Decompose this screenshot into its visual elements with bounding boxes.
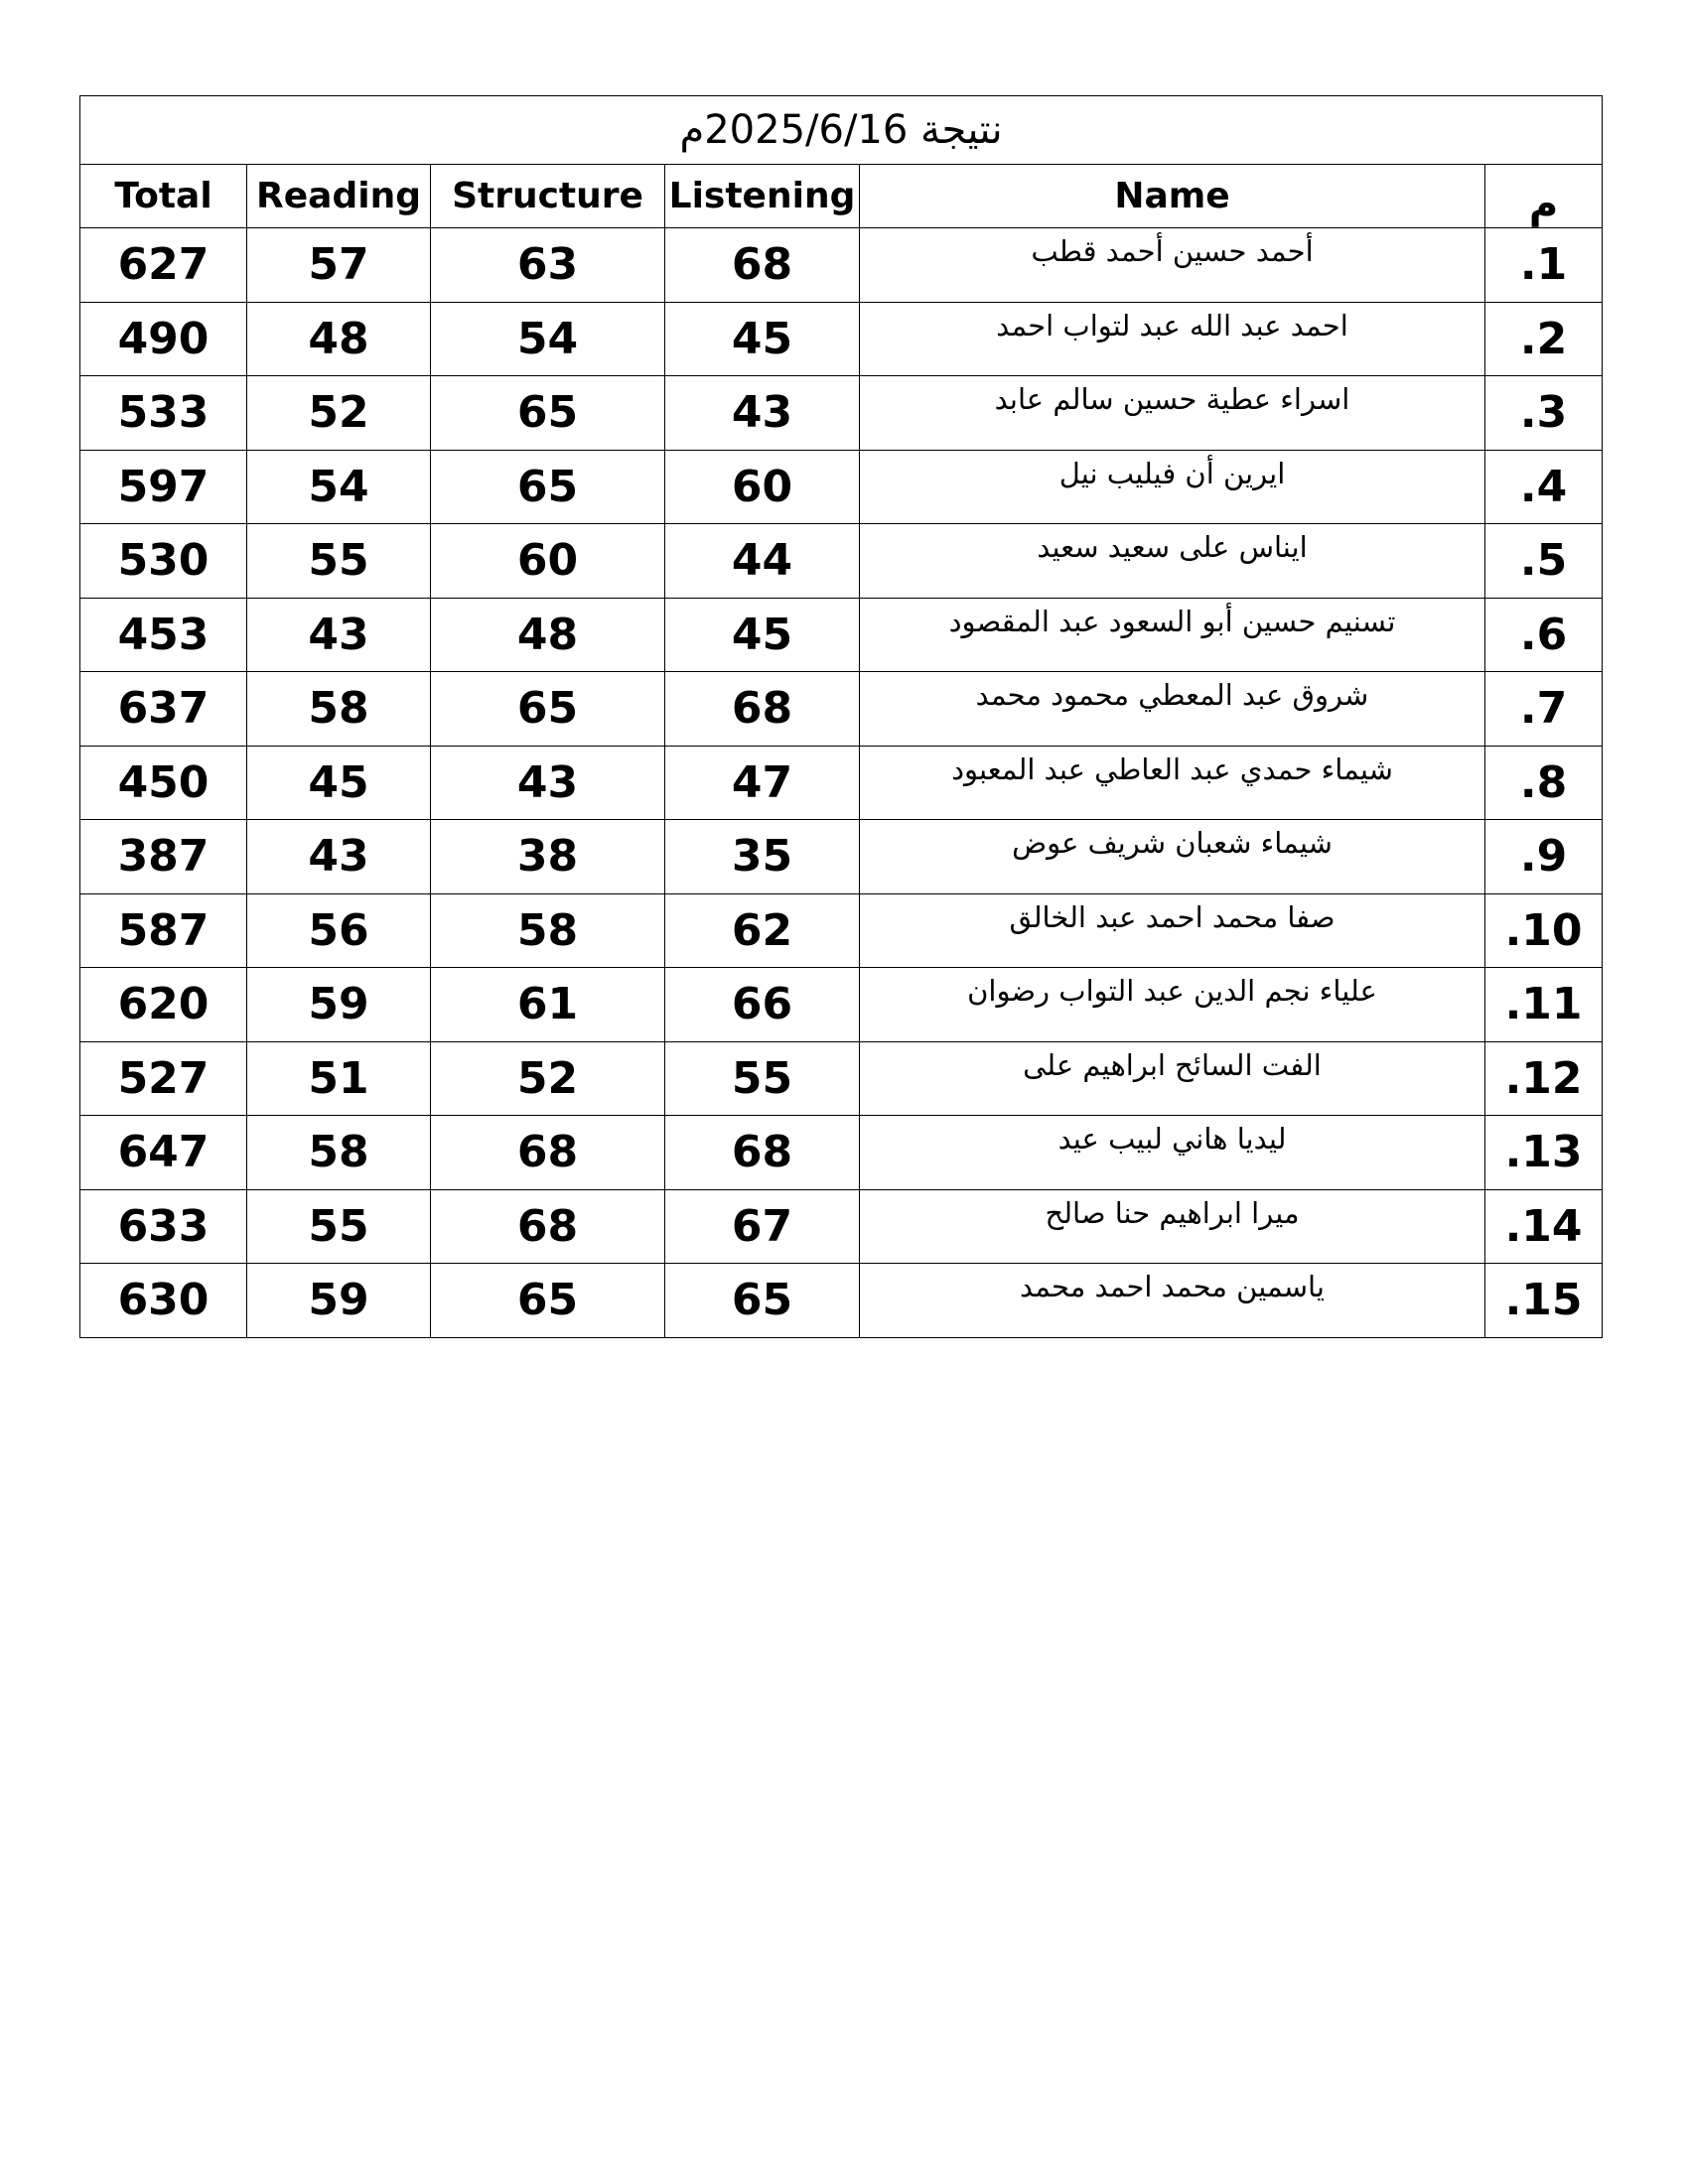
listening-cell: 68: [665, 228, 860, 303]
structure-cell: 61: [431, 968, 665, 1042]
total-cell: 637: [80, 672, 247, 747]
table-row: [80, 1041, 1603, 1116]
table-row: [80, 893, 1603, 968]
total-cell: 630: [80, 1264, 247, 1338]
header-listening: Listening: [665, 165, 860, 228]
index-cell: .7: [1485, 672, 1603, 747]
name-cell: ايرين أن فيليب نيل: [860, 450, 1485, 524]
listening-cell: 68: [665, 1116, 860, 1190]
header-row: [80, 165, 1603, 228]
table-row: [80, 376, 1603, 451]
name-cell: شيماء حمدي عبد العاطي عبد المعبود: [860, 746, 1485, 820]
index-cell: .3: [1485, 376, 1603, 451]
structure-cell: 65: [431, 376, 665, 451]
listening-cell: 45: [665, 302, 860, 376]
table-row: [80, 746, 1603, 820]
index-cell: .4: [1485, 450, 1603, 524]
header-name: Name: [860, 165, 1485, 228]
listening-cell: 66: [665, 968, 860, 1042]
structure-cell: 60: [431, 524, 665, 599]
table-row: [80, 598, 1603, 672]
reading-cell: 43: [247, 598, 431, 672]
header-structure: Structure: [431, 165, 665, 228]
structure-cell: 65: [431, 450, 665, 524]
index-cell: .8: [1485, 746, 1603, 820]
listening-cell: 43: [665, 376, 860, 451]
listening-cell: 47: [665, 746, 860, 820]
name-cell: ياسمين محمد احمد محمد: [860, 1264, 1485, 1338]
name-cell: ليديا هاني لبيب عيد: [860, 1116, 1485, 1190]
name-cell: ايناس على سعيد سعيد: [860, 524, 1485, 599]
listening-cell: 35: [665, 820, 860, 894]
reading-cell: 45: [247, 746, 431, 820]
index-cell: .12: [1485, 1041, 1603, 1116]
structure-cell: 54: [431, 302, 665, 376]
listening-cell: 65: [665, 1264, 860, 1338]
total-cell: 533: [80, 376, 247, 451]
total-cell: 620: [80, 968, 247, 1042]
header-total: Total: [80, 165, 247, 228]
table-row: [80, 968, 1603, 1042]
name-cell: تسنيم حسين أبو السعود عبد المقصود: [860, 598, 1485, 672]
name-cell: شروق عبد المعطي محمود محمد: [860, 672, 1485, 747]
listening-cell: 67: [665, 1189, 860, 1264]
structure-cell: 68: [431, 1116, 665, 1190]
total-cell: 597: [80, 450, 247, 524]
reading-cell: 55: [247, 524, 431, 599]
table-row: [80, 524, 1603, 599]
index-cell: .6: [1485, 598, 1603, 672]
reading-cell: 43: [247, 820, 431, 894]
structure-cell: 38: [431, 820, 665, 894]
total-cell: 527: [80, 1041, 247, 1116]
listening-cell: 62: [665, 893, 860, 968]
reading-cell: 58: [247, 1116, 431, 1190]
table-row: [80, 228, 1603, 303]
table-row: [80, 1116, 1603, 1190]
index-cell: .15: [1485, 1264, 1603, 1338]
reading-cell: 51: [247, 1041, 431, 1116]
listening-cell: 55: [665, 1041, 860, 1116]
results-table: [79, 95, 1603, 1338]
structure-cell: 48: [431, 598, 665, 672]
name-cell: الفت السائح ابراهيم على: [860, 1041, 1485, 1116]
header-index: م: [1485, 165, 1603, 228]
structure-cell: 43: [431, 746, 665, 820]
title-row: [80, 96, 1603, 165]
table-row: [80, 450, 1603, 524]
listening-cell: 68: [665, 672, 860, 747]
total-cell: 633: [80, 1189, 247, 1264]
reading-cell: 48: [247, 302, 431, 376]
table-row: [80, 820, 1603, 894]
total-cell: 387: [80, 820, 247, 894]
reading-cell: 55: [247, 1189, 431, 1264]
structure-cell: 58: [431, 893, 665, 968]
table-row: [80, 1189, 1603, 1264]
total-cell: 530: [80, 524, 247, 599]
name-cell: صفا محمد احمد عبد الخالق: [860, 893, 1485, 968]
page-title: نتيجة 2025/6/16م: [80, 96, 1603, 165]
total-cell: 453: [80, 598, 247, 672]
total-cell: 450: [80, 746, 247, 820]
header-reading: Reading: [247, 165, 431, 228]
total-cell: 647: [80, 1116, 247, 1190]
total-cell: 587: [80, 893, 247, 968]
name-cell: علياء نجم الدين عبد التواب رضوان: [860, 968, 1485, 1042]
reading-cell: 59: [247, 968, 431, 1042]
structure-cell: 65: [431, 1264, 665, 1338]
index-cell: .2: [1485, 302, 1603, 376]
reading-cell: 56: [247, 893, 431, 968]
structure-cell: 65: [431, 672, 665, 747]
table-row: [80, 672, 1603, 747]
index-cell: .1: [1485, 228, 1603, 303]
name-cell: أحمد حسين أحمد قطب: [860, 228, 1485, 303]
listening-cell: 44: [665, 524, 860, 599]
index-cell: .14: [1485, 1189, 1603, 1264]
total-cell: 490: [80, 302, 247, 376]
reading-cell: 57: [247, 228, 431, 303]
reading-cell: 58: [247, 672, 431, 747]
reading-cell: 59: [247, 1264, 431, 1338]
reading-cell: 52: [247, 376, 431, 451]
index-cell: .10: [1485, 893, 1603, 968]
structure-cell: 63: [431, 228, 665, 303]
total-cell: 627: [80, 228, 247, 303]
index-cell: .9: [1485, 820, 1603, 894]
index-cell: .11: [1485, 968, 1603, 1042]
structure-cell: 68: [431, 1189, 665, 1264]
name-cell: شيماء شعبان شريف عوض: [860, 820, 1485, 894]
listening-cell: 60: [665, 450, 860, 524]
reading-cell: 54: [247, 450, 431, 524]
structure-cell: 52: [431, 1041, 665, 1116]
index-cell: .13: [1485, 1116, 1603, 1190]
index-cell: .5: [1485, 524, 1603, 599]
name-cell: احمد عبد الله عبد لتواب احمد: [860, 302, 1485, 376]
name-cell: اسراء عطية حسين سالم عابد: [860, 376, 1485, 451]
name-cell: ميرا ابراهيم حنا صالح: [860, 1189, 1485, 1264]
listening-cell: 45: [665, 598, 860, 672]
table-row: [80, 1264, 1603, 1338]
table-row: [80, 302, 1603, 376]
